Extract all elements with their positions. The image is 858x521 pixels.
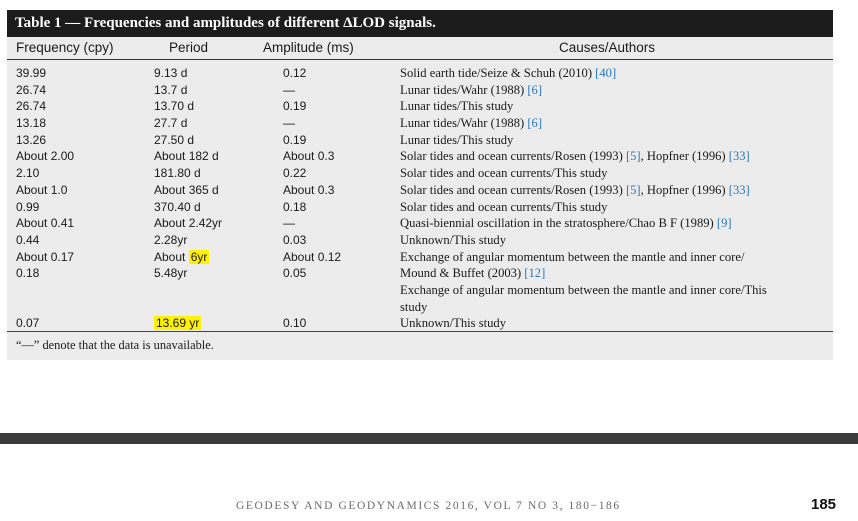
cause-text: Unknown/This study xyxy=(400,316,507,331)
amplitude-cell: 0.12 xyxy=(283,66,307,80)
page-number: 185 xyxy=(811,496,837,513)
frequency-cell: 0.99 xyxy=(16,199,40,214)
period-cell: 5.48yr xyxy=(154,266,188,281)
cause-text: Solar tides and ocean currents/Rosen (1993) xyxy=(400,182,626,197)
causes-authors-cell xyxy=(400,249,744,266)
frequency-cell: About 0.41 xyxy=(16,216,75,231)
amplitude-cell: About 0.3 xyxy=(283,149,335,164)
causes-authors-cell xyxy=(400,232,506,249)
period-cell: 27.50 d xyxy=(154,132,195,147)
table-row xyxy=(7,98,833,115)
period-cell xyxy=(154,315,201,332)
cause-text: Solar tides and ocean currents/This study xyxy=(400,199,608,214)
reference-link[interactable]: [9] xyxy=(716,216,732,231)
period-cell: 2.28yr xyxy=(154,232,188,247)
period-cell: 370.40 d xyxy=(154,199,201,214)
page-divider-band xyxy=(0,433,858,444)
causes-authors-cell xyxy=(400,182,750,199)
table-row xyxy=(7,115,833,132)
reference-link[interactable]: [5] xyxy=(625,182,641,197)
table-body xyxy=(7,65,833,332)
frequency-cell: 2.10 xyxy=(16,166,40,181)
period-cell: About 365 d xyxy=(154,182,219,197)
frequency-cell: 0.44 xyxy=(16,232,40,247)
journal-footer: GEODESY AND GEODYNAMICS 2016, VOL 7 NO 3, 180−186 xyxy=(236,500,621,512)
table-container xyxy=(7,10,833,360)
causes-authors-cell xyxy=(400,132,513,149)
reference-link[interactable]: [33] xyxy=(728,149,750,164)
frequency-cell: 13.26 xyxy=(16,132,47,147)
causes-authors-cell xyxy=(400,282,767,299)
amplitude-cell: — xyxy=(283,216,295,231)
table-row xyxy=(7,215,833,232)
frequency-cell: About 0.17 xyxy=(16,249,75,264)
cause-text: Lunar tides/This study xyxy=(400,132,514,147)
period-cell: About 182 d xyxy=(154,149,219,164)
cause-text: Unknown/This study xyxy=(400,232,507,247)
amplitude-cell: — xyxy=(283,82,295,97)
header-period: Period xyxy=(169,40,209,55)
period-cell: 181.80 d xyxy=(154,166,201,181)
header-frequency: Frequency (cpy) xyxy=(16,40,114,55)
cause-text: Exchange of angular momentum between the mantle and inner core/ xyxy=(400,249,745,264)
cause-text: study xyxy=(400,299,428,314)
header-causes-authors: Causes/Authors xyxy=(559,40,656,55)
table-title: Table 1 — Frequencies and amplitudes of different ΔLOD signals. xyxy=(7,10,833,37)
table-row xyxy=(7,249,833,266)
period-cell xyxy=(154,249,209,266)
amplitude-cell: 0.10 xyxy=(283,316,307,331)
causes-authors-cell xyxy=(400,115,542,132)
period-cell: 27.7 d xyxy=(154,116,188,131)
causes-authors-cell xyxy=(400,299,427,316)
table-row xyxy=(7,82,833,99)
cause-text: Exchange of angular momentum between the mantle and inner core/This xyxy=(400,282,767,297)
period-prefix: About xyxy=(154,249,189,264)
table-row xyxy=(7,232,833,249)
cause-text: Solid earth tide/Seize & Schuh (2010) xyxy=(400,66,596,80)
period-cell: 13.7 d xyxy=(154,82,188,97)
amplitude-cell: 0.05 xyxy=(283,266,307,281)
frequency-cell: About 1.0 xyxy=(16,182,68,197)
cause-text: Lunar tides/Wahr (1988) xyxy=(400,116,528,131)
highlighted-period: 13.69 yr xyxy=(156,316,200,331)
cause-text: Mound & Buffet (2003) xyxy=(400,266,525,281)
bottom-rule xyxy=(7,331,833,332)
frequency-cell: 0.18 xyxy=(16,266,40,281)
reference-link[interactable]: [5] xyxy=(625,149,641,164)
amplitude-cell: 0.19 xyxy=(283,99,307,114)
frequency-cell: About 2.00 xyxy=(16,149,75,164)
cause-text: Lunar tides/This study xyxy=(400,99,514,114)
causes-authors-cell xyxy=(400,199,607,216)
table-row xyxy=(7,65,833,82)
table-row xyxy=(7,282,833,299)
reference-link[interactable]: [6] xyxy=(527,116,543,131)
cause-text: Quasi-biennial oscillation in the stratosphere/Chao B F (1989) xyxy=(400,216,717,231)
cause-text-continued: , Hopfner (1996) xyxy=(640,149,729,164)
frequency-cell: 26.74 xyxy=(16,82,47,97)
frequency-cell: 13.18 xyxy=(16,116,47,131)
table-row xyxy=(7,132,833,149)
cause-text-continued: , Hopfner (1996) xyxy=(640,182,729,197)
table-footnote: “—” denote that the data is unavailable. xyxy=(16,338,214,352)
cause-text: Solar tides and ocean currents/This study xyxy=(400,166,608,181)
amplitude-cell: 0.19 xyxy=(283,132,307,147)
frequency-cell: 26.74 xyxy=(16,99,47,114)
header-amplitude: Amplitude (ms) xyxy=(263,40,354,55)
causes-authors-cell xyxy=(400,98,513,115)
amplitude-cell: — xyxy=(283,116,295,131)
causes-authors-cell xyxy=(400,315,506,332)
reference-link[interactable]: [33] xyxy=(728,182,750,197)
causes-authors-cell xyxy=(400,148,750,165)
table-row xyxy=(7,148,833,165)
causes-authors-cell xyxy=(400,165,607,182)
table-row xyxy=(7,182,833,199)
frequency-cell: 0.07 xyxy=(16,316,40,331)
causes-authors-cell xyxy=(400,65,616,82)
table-row xyxy=(7,165,833,182)
period-cell: 9.13 d xyxy=(154,66,188,80)
amplitude-cell: About 0.12 xyxy=(283,249,342,264)
cause-text: Solar tides and ocean currents/Rosen (1993) xyxy=(400,149,626,164)
causes-authors-cell xyxy=(400,215,732,232)
amplitude-cell: 0.18 xyxy=(283,199,307,214)
highlighted-period: 6yr xyxy=(190,249,208,264)
header-rule xyxy=(7,59,833,60)
table-row xyxy=(7,265,833,282)
period-cell: 13.70 d xyxy=(154,99,195,114)
reference-link[interactable]: [6] xyxy=(527,82,543,97)
amplitude-cell: About 0.3 xyxy=(283,182,335,197)
cause-text: Lunar tides/Wahr (1988) xyxy=(400,82,528,97)
amplitude-cell: 0.22 xyxy=(283,166,307,181)
causes-authors-cell xyxy=(400,82,542,99)
table-row xyxy=(7,199,833,216)
table-row xyxy=(7,315,833,332)
frequency-cell: 39.99 xyxy=(16,66,47,80)
reference-link[interactable]: [12] xyxy=(524,266,546,281)
amplitude-cell: 0.03 xyxy=(283,232,307,247)
period-cell: About 2.42yr xyxy=(154,216,223,231)
reference-link[interactable]: [40] xyxy=(595,66,617,80)
table-row xyxy=(7,299,833,316)
causes-authors-cell xyxy=(400,265,545,282)
